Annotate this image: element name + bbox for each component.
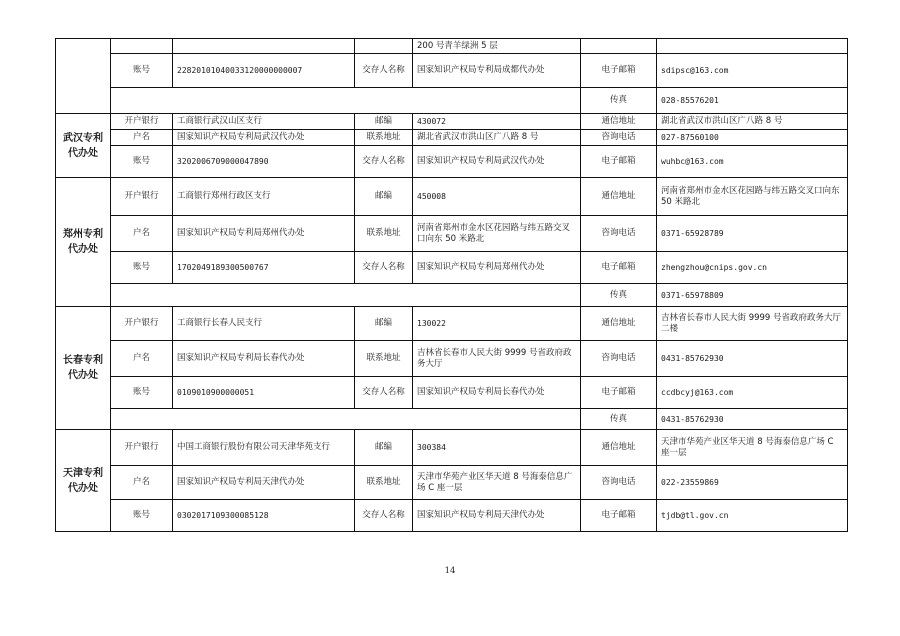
account-label: 账号 bbox=[111, 500, 173, 532]
payee-value: 国家知识产权局专利局成都代办处 bbox=[413, 54, 581, 88]
table-row bbox=[56, 130, 848, 146]
table-row bbox=[56, 178, 848, 216]
holder-value: 国家知识产权局专利局天津代办处 bbox=[173, 466, 355, 500]
table-row bbox=[56, 39, 848, 54]
holder-value: 国家知识产权局专利局武汉代办处 bbox=[173, 130, 355, 146]
table-row bbox=[56, 284, 848, 307]
email-label: 电子邮箱 bbox=[581, 500, 657, 532]
agency-fee-table bbox=[55, 38, 848, 532]
phone-value: 0371-65928789 bbox=[657, 216, 848, 252]
table-row bbox=[56, 341, 848, 377]
contact-value: 河南省郑州市金水区花园路与纬五路交叉口向东 50 米路北 bbox=[413, 216, 581, 252]
phone-label: 咨询电话 bbox=[581, 216, 657, 252]
zip-value: 130022 bbox=[413, 307, 581, 341]
address-label: 通信地址 bbox=[581, 307, 657, 341]
account-label: 账号 bbox=[111, 54, 173, 88]
table-row bbox=[56, 409, 848, 430]
fee-payment-table-page bbox=[55, 38, 847, 532]
holder-value: 国家知识产权局专利局郑州代办处 bbox=[173, 216, 355, 252]
bank-label: 开户银行 bbox=[111, 114, 173, 130]
fax-value: 0371-65978809 bbox=[657, 284, 848, 307]
holder-label: 户名 bbox=[111, 341, 173, 377]
payee-value: 国家知识产权局专利局长春代办处 bbox=[413, 377, 581, 409]
contact-label: 联系地址 bbox=[355, 341, 413, 377]
phone-label: 咨询电话 bbox=[581, 130, 657, 146]
payee-value: 国家知识产权局专利局武汉代办处 bbox=[413, 146, 581, 178]
holder-label: 户名 bbox=[111, 466, 173, 500]
payee-value: 国家知识产权局专利局天津代办处 bbox=[413, 500, 581, 532]
table-row bbox=[56, 216, 848, 252]
phone-value: 027-87560100 bbox=[657, 130, 848, 146]
payee-label: 交存人名称 bbox=[355, 252, 413, 284]
office-name-cell bbox=[56, 39, 111, 114]
email-value: wuhbc@163.com bbox=[657, 146, 848, 178]
address-value: 天津市华苑产业区华天道 8 号海泰信息广场 C 座一层 bbox=[657, 430, 848, 466]
contact-label: 联系地址 bbox=[355, 216, 413, 252]
bank-label: 开户银行 bbox=[111, 307, 173, 341]
office-name-wuhan: 武汉专利代办处 bbox=[56, 114, 111, 178]
fax-value: 0431-85762930 bbox=[657, 409, 848, 430]
table-row bbox=[56, 430, 848, 466]
phone-label: 咨询电话 bbox=[581, 341, 657, 377]
table-row bbox=[56, 252, 848, 284]
address-value: 湖北省武汉市洪山区广八路 8 号 bbox=[657, 114, 848, 130]
fax-value: 028-85576201 bbox=[657, 88, 848, 114]
bank-value: 工商银行长春人民支行 bbox=[173, 307, 355, 341]
table-row bbox=[56, 377, 848, 409]
payee-label: 交存人名称 bbox=[355, 146, 413, 178]
table-row bbox=[56, 146, 848, 178]
zip-label: 邮编 bbox=[355, 307, 413, 341]
email-label: 电子邮箱 bbox=[581, 146, 657, 178]
address-label: 通信地址 bbox=[581, 178, 657, 216]
phone-label: 咨询电话 bbox=[581, 466, 657, 500]
office-name-zhengzhou: 郑州专利代办处 bbox=[56, 178, 111, 307]
email-label: 电子邮箱 bbox=[581, 377, 657, 409]
account-value: 3202006709000047890 bbox=[173, 146, 355, 178]
table-row bbox=[56, 88, 848, 114]
address-label: 通信地址 bbox=[581, 430, 657, 466]
table-row bbox=[56, 466, 848, 500]
fax-label: 传真 bbox=[581, 284, 657, 307]
address-value: 吉林省长春市人民大街 9999 号省政府政务大厅二楼 bbox=[657, 307, 848, 341]
zip-label: 邮编 bbox=[355, 430, 413, 466]
contact-label: 联系地址 bbox=[355, 466, 413, 500]
fax-label: 传真 bbox=[581, 88, 657, 114]
bank-value: 中国工商银行股份有限公司天津华苑支行 bbox=[173, 430, 355, 466]
account-label: 账号 bbox=[111, 377, 173, 409]
zip-value: 430072 bbox=[413, 114, 581, 130]
address-continuation: 200 号青羊绿洲 5 层 bbox=[413, 39, 581, 54]
email-label: 电子邮箱 bbox=[581, 252, 657, 284]
contact-value: 吉林省长春市人民大街 9999 号省政府政务大厅 bbox=[413, 341, 581, 377]
holder-label: 户名 bbox=[111, 130, 173, 146]
email-label: 电子邮箱 bbox=[581, 54, 657, 88]
account-label: 账号 bbox=[111, 252, 173, 284]
bank-value: 工商银行武汉山区支行 bbox=[173, 114, 355, 130]
contact-value: 天津市华苑产业区华天道 8 号海泰信息广场 C 座一层 bbox=[413, 466, 581, 500]
office-name-changchun: 长春专利代办处 bbox=[56, 307, 111, 430]
payee-label: 交存人名称 bbox=[355, 377, 413, 409]
email-value: zhengzhou@cnips.gov.cn bbox=[657, 252, 848, 284]
contact-label: 联系地址 bbox=[355, 130, 413, 146]
contact-value: 湖北省武汉市洪山区广八路 8 号 bbox=[413, 130, 581, 146]
account-value: 0302017109300085128 bbox=[173, 500, 355, 532]
address-label: 通信地址 bbox=[581, 114, 657, 130]
zip-label: 邮编 bbox=[355, 114, 413, 130]
phone-value: 0431-85762930 bbox=[657, 341, 848, 377]
address-value: 河南省郑州市金水区花园路与纬五路交叉口向东 50 米路北 bbox=[657, 178, 848, 216]
email-value: ccdbcyj@163.com bbox=[657, 377, 848, 409]
bank-value: 工商银行郑州行政区支行 bbox=[173, 178, 355, 216]
payee-label: 交存人名称 bbox=[355, 54, 413, 88]
zip-label: 邮编 bbox=[355, 178, 413, 216]
phone-value: 022-23559869 bbox=[657, 466, 848, 500]
holder-value: 国家知识产权局专利局长春代办处 bbox=[173, 341, 355, 377]
table-row bbox=[56, 114, 848, 130]
bank-label: 开户银行 bbox=[111, 430, 173, 466]
account-label: 账号 bbox=[111, 146, 173, 178]
zip-value: 450008 bbox=[413, 178, 581, 216]
bank-label: 开户银行 bbox=[111, 178, 173, 216]
holder-label: 户名 bbox=[111, 216, 173, 252]
payee-value: 国家知识产权局专利局郑州代办处 bbox=[413, 252, 581, 284]
account-value: 22820101040033120000000007 bbox=[173, 54, 355, 88]
email-value: tjdb@tl.gov.cn bbox=[657, 500, 848, 532]
table-row bbox=[56, 500, 848, 532]
table-row bbox=[56, 54, 848, 88]
account-value: 1702049189300500767 bbox=[173, 252, 355, 284]
table-row bbox=[56, 307, 848, 341]
fax-label: 传真 bbox=[581, 409, 657, 430]
office-name-tianjin: 天津专利代办处 bbox=[56, 430, 111, 532]
page-number: 14 bbox=[444, 566, 456, 576]
zip-value: 300384 bbox=[413, 430, 581, 466]
email-value: sdipsc@163.com bbox=[657, 54, 848, 88]
account-value: 0109010900000051 bbox=[173, 377, 355, 409]
payee-label: 交存人名称 bbox=[355, 500, 413, 532]
